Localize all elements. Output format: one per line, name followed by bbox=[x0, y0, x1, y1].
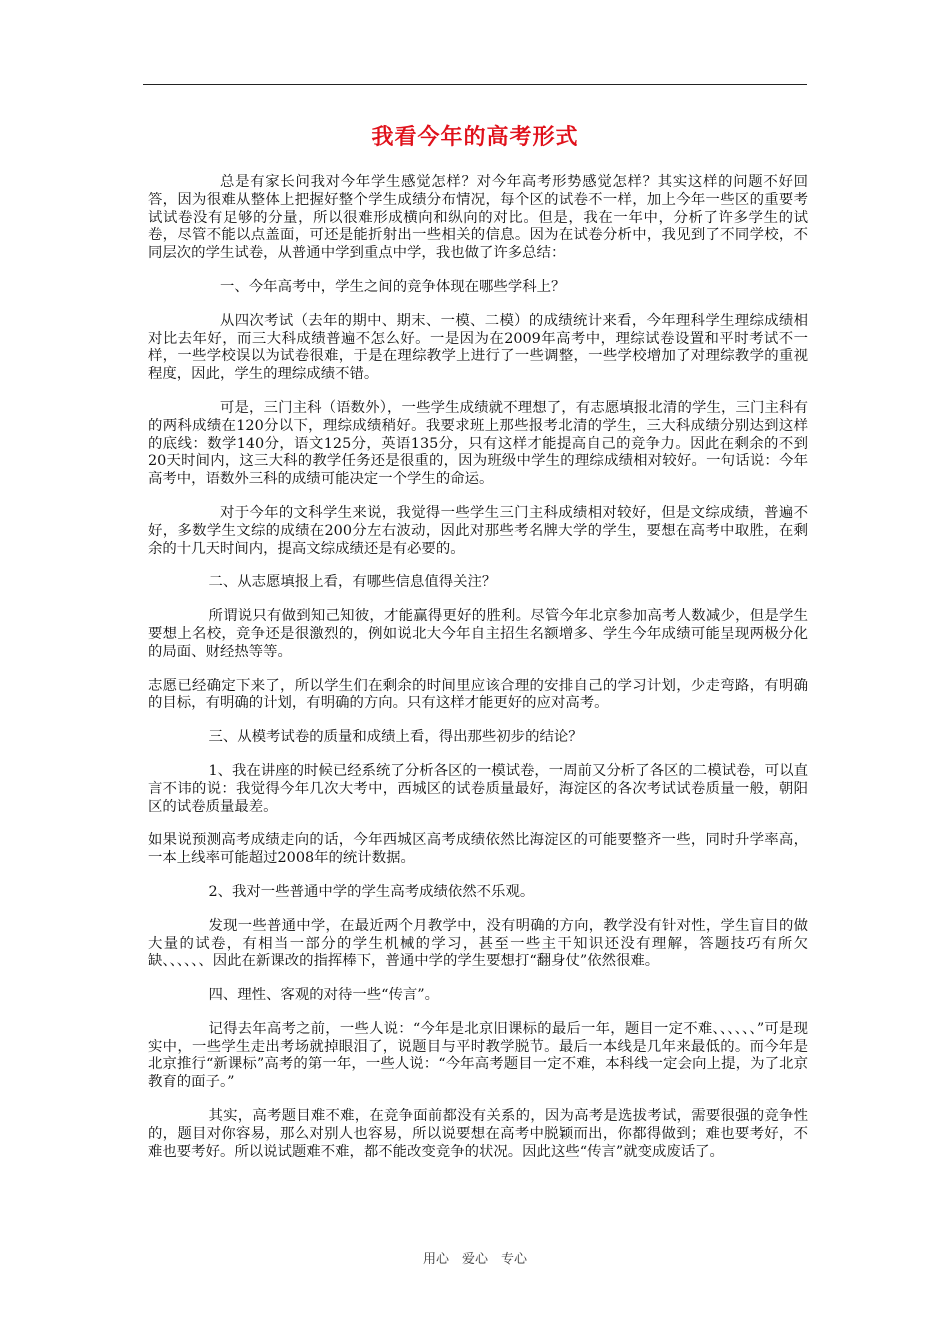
paragraph: 所谓说只有做到知己知彼，才能赢得更好的胜利。尽管今年北京参加高考人数减少，但是学生要想上名校，竞争还是很激烈的，例如说北大今年自主招生名额增多、学生今年成绩可能呈现两极分化的局面、财经热等等。 bbox=[148, 608, 808, 660]
paragraph: 发现一些普通中学，在最近两个月教学中，没有明确的方向，教学没有针对性，学生盲目的做大量的试卷，有相当一部分的学生机械的学习，甚至一些主干知识还没有理解，答题技巧有所欠缺、、、、、、因此在新课改的指挥棒下，普通中学的学生要想打“翻身仗”依然很难。 bbox=[148, 917, 808, 970]
paragraph: 从四次考试（去年的期中、期末、一模、二模）的成绩统计来看，今年理科学生理综成绩相对比去年好，而三大科成绩普遍不怎么好。一是因为在2009年高考中，理综试卷设置和平时考试不一样，一些学校误以为试卷很难，于是在理综教学上进行了一些调整，一些学校增加了对理综教学的重视程度，因此，学生的理综成绩不错。 bbox=[148, 312, 808, 383]
paragraph: 其实，高考题目难不难，在竞争面前都没有关系的，因为高考是选拔考试，需要很强的竞争性的，题目对你容易，那么对别人也容易，所以说要想在高考中脱颖而出，你都得做到；难也要考好，不难也要考好。所以说试题难不难，都不能改变竞争的状况。因此这些“传言”就变成废话了。 bbox=[148, 1108, 808, 1160]
section-heading-3: 三、从模考试卷的质量和成绩上看，得出那些初步的结论？ bbox=[208, 729, 583, 746]
document-title: 我看今年的高考形式 bbox=[371, 124, 579, 150]
section-heading-1: 一、今年高考中，学生之间的竞争体现在哪些学科上？ bbox=[220, 278, 566, 295]
paragraph: 记得去年高考之前，一些人说：“今年是北京旧课标的最后一年，题目一定不难、、、、、、”可是现实中，一些学生走出考场就掉眼泪了，说题目与平时教学脱节。最后一本线是几年来最低的。而今年是北京推行“新课标”高考的第一年，一些人说：“今年高考题目一定不难，本科线一定会向上提，为了北京教育的面子。” bbox=[148, 1020, 808, 1091]
header-rule bbox=[143, 84, 807, 85]
paragraph-intro: 总是有家长问我对今年学生感觉怎样？对今年高考形势感觉怎样？其实这样的问题不好回答，因为很难从整体上把握好整个学生成绩分布情况，每个区的试卷不一样，加上今年一些区的重要考试试卷没有足够的分量，所以很难形成横向和纵向的对比。但是，我在一年中，分析了许多学生的试卷，尽管不能以点盖面，可还是能折射出一些相关的信息。因为在试卷分析中，我见到了不同学校，不同层次的学生试卷，从普通中学到重点中学，我也做了许多总结： bbox=[148, 174, 808, 262]
subheading: 2、我对一些普通中学的学生高考成绩依然不乐观。 bbox=[208, 883, 535, 900]
section-heading-2: 二、从志愿填报上看，有哪些信息值得关注？ bbox=[208, 574, 497, 591]
paragraph: 可是，三门主科（语数外），一些学生成绩就不理想了，有志愿填报北清的学生，三门主科有的两科成绩在120分以下，理综成绩稍好。我要求班上那些报考北清的学生，三大科成绩分别达到这样的底线：数学140分，语文125分，英语135分，只有这样才能提高自己的竞争力。因此在剩余的不到20天时间内，这三大科的教学任务还是很重的，因为班级中学生的理综成绩相对较好。一句话说：今年高考中，语数外三科的成绩可能决定一个学生的命运。 bbox=[148, 399, 808, 488]
paragraph: 志愿已经确定下来了，所以学生们在剩余的时间里应该合理的安排自己的学习计划，少走弯路，有明确的目标，有明确的计划，有明确的方向。只有这样才能更好的应对高考。 bbox=[148, 677, 808, 712]
paragraph: 1、我在讲座的时候已经系统了分析各区的一模试卷，一周前又分析了各区的二模试卷，可以直言不讳的说：我觉得今年几次大考中，西城区的试卷质量最好，海淀区的各次考试试卷质量一般，朝阳区的试卷质量最差。 bbox=[148, 762, 808, 815]
paragraph: 如果说预测高考成绩走向的话，今年西城区高考成绩依然比海淀区的可能要整齐一些，同时升学率高，一本上线率可能超过2008年的统计数据。 bbox=[148, 832, 808, 867]
paragraph: 对于今年的文科学生来说，我觉得一些学生三门主科成绩相对较好，但是文综成绩，普遍不好，多数学生文综的成绩在200分左右波动，因此对那些考名牌大学的学生，要想在高考中取胜，在剩余的十几天时间内，提高文综成绩还是有必要的。 bbox=[148, 504, 808, 557]
document-body bbox=[148, 174, 808, 1177]
section-heading-4: 四、理性、客观的对待一些“传言”。 bbox=[208, 987, 440, 1004]
page-footer: 用心 爱心 专心 bbox=[422, 1252, 527, 1267]
